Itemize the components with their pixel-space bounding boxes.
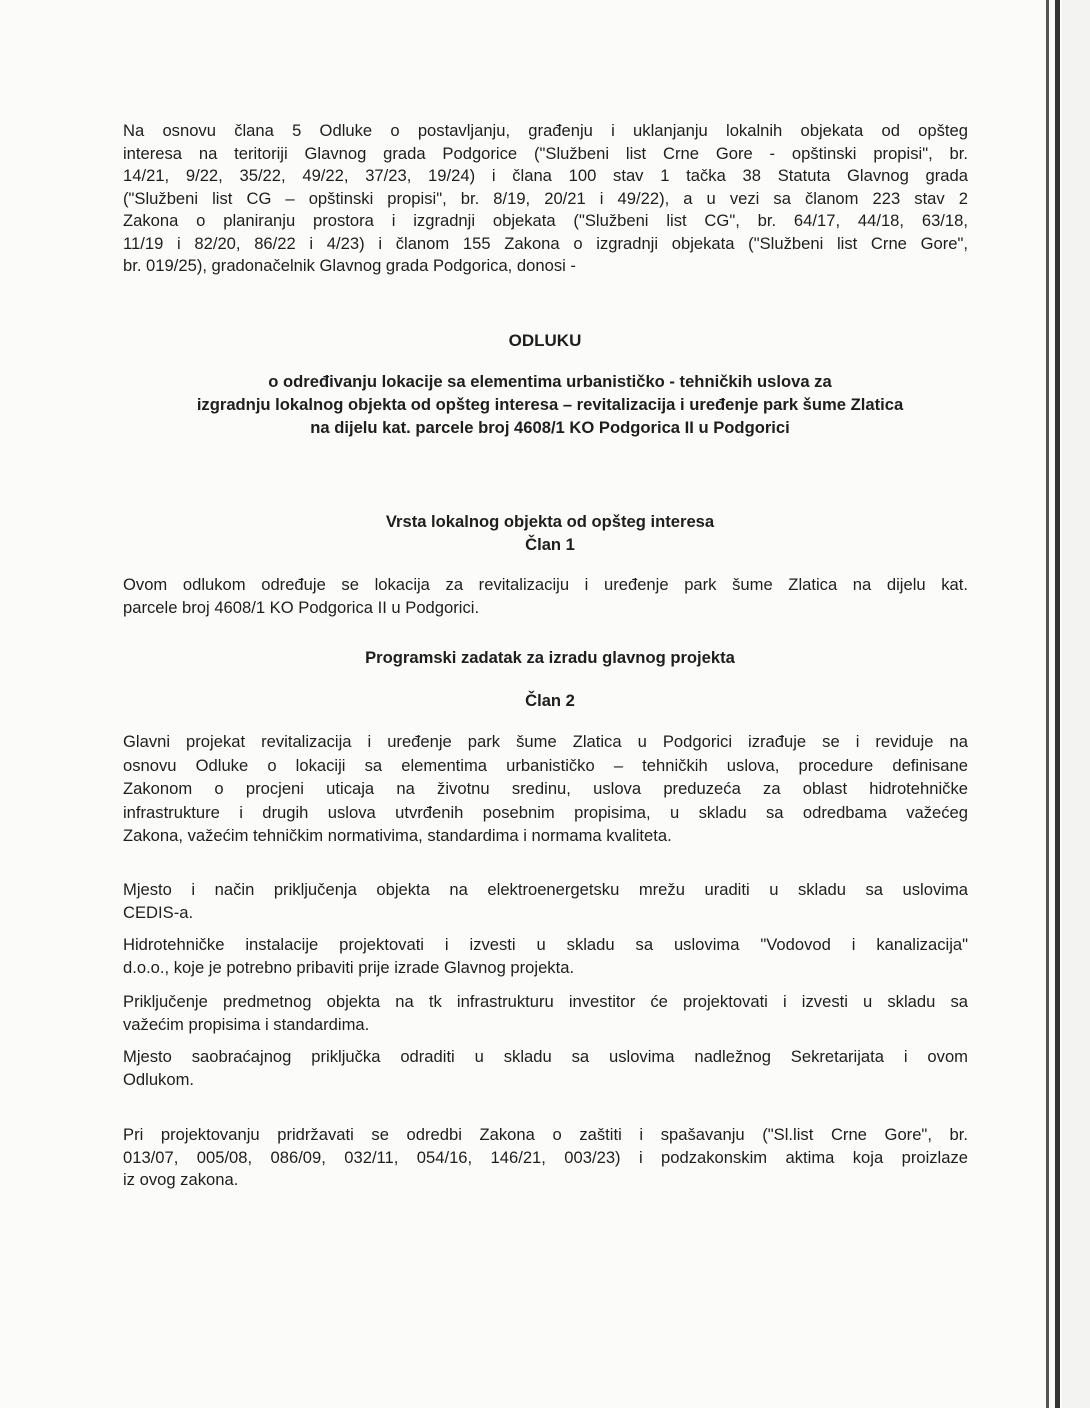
subtitle-line: izgradnju lokalnog objekta od opšteg interesa – revitalizacija i uređenje park šume Zlatica: [196, 395, 904, 414]
text-line: Mjesto saobraćajnog priključka odraditi u skladu sa uslovima nadležnog Sekretarijata i ovom: [123, 1047, 968, 1066]
text-line: Zakona o planiranju prostora i izgradnji objekata ("Službeni list CG", br. 64/17, 44/18, 63/18,: [123, 211, 968, 230]
text-line: Pri projektovanju pridržavati se odredbi Zakona o zaštiti i spašavanju ("Sl.list Crne Gore", br.: [123, 1125, 968, 1144]
text-line: iz ovog zakona.: [123, 1170, 239, 1189]
text-line: Hidrotehničke instalacije projektovati i izvesti u skladu sa uslovima "Vodovod i kanalizacija": [123, 935, 968, 954]
text-line: 14/21, 9/22, 35/22, 49/22, 37/23, 19/24) i člana 100 stav 1 tačka 38 Statuta Glavnog grada: [123, 166, 968, 185]
article-2-paragraph: [123, 879, 968, 924]
text-line: Glavni projekat revitalizacija i uređenje park šume Zlatica u Podgorici izrađuje se i reviduje na: [123, 732, 968, 751]
article-1-label: Član 1: [525, 535, 575, 554]
section-1-heading: Vrsta lokalnog objekta od opšteg interesa: [385, 512, 715, 531]
article-2-paragraph: [123, 991, 968, 1036]
article-1-paragraph: [123, 574, 968, 619]
text-line: parcele broj 4608/1 KO Podgorica II u Podgorici.: [123, 597, 480, 617]
text-line: Na osnovu člana 5 Odluke o postavljanju, građenju i uklanjanju lokalnih objekata od opšteg: [123, 121, 968, 140]
text-line: Mjesto i način priključenja objekta na elektroenergetsku mrežu uraditi u skladu sa uslovima: [123, 880, 968, 899]
text-line: Odlukom.: [123, 1069, 195, 1089]
text-line: važećim propisima i standardima.: [123, 1014, 370, 1034]
section-2-heading: Programski zadatak za izradu glavnog projekta: [365, 648, 735, 667]
article-2-paragraph: [123, 934, 968, 979]
text-line: Zakonom o procjeni uticaja na životnu sredinu, uslova preduzeća za oblast hidrotehničke: [123, 779, 968, 798]
article-2-paragraph: [123, 731, 968, 848]
text-line: 013/07, 005/08, 086/09, 032/11, 054/16, 146/21, 003/23) i podzakonskim aktima koja proizlaze: [123, 1147, 968, 1167]
document-title: ODLUKU: [508, 331, 582, 350]
text-line: d.o.o., koje je potrebno pribaviti prije izrade Glavnog projekta.: [123, 957, 575, 977]
text-line: Ovom odlukom određuje se lokacija za revitalizaciju i uređenje park šume Zlatica na dijelu kat.: [123, 575, 968, 594]
subtitle-line: o određivanju lokacije sa elementima urbanističko - tehničkih uslova za: [268, 372, 832, 391]
text-line: br. 019/25), gradonačelnik Glavnog grada Podgorica, donosi -: [123, 256, 576, 275]
text-line: infrastrukture i drugih uslova utvrđenih posebnim propisima, u skladu sa odredbama važećeg: [123, 802, 968, 822]
text-line: osnovu Odluke o lokaciji sa elementima urbanističko – tehničkih uslova, procedure definisane: [123, 755, 968, 775]
article-2-label: Član 2: [525, 691, 575, 710]
article-2-paragraph: [123, 1124, 968, 1192]
text-line: 11/19 i 82/20, 86/22 i 4/23) i članom 155 Zakona o izgradnji objekata ("Službeni list Crne Gore",: [123, 233, 968, 253]
text-line: CEDIS-a.: [123, 902, 194, 922]
subtitle-line: na dijelu kat. parcele broj 4608/1 KO Podgorica II u Podgorici: [310, 418, 790, 437]
text-line: interesa na teritoriji Glavnog grada Podgorice ("Službeni list Crne Gore - opštinski propisi", br.: [123, 143, 968, 163]
document-subtitle: [5, 370, 1090, 439]
article-2-paragraph: [123, 1046, 968, 1091]
text-line: Zakona, važećim tehničkim normativima, standardima i normama kvaliteta.: [123, 826, 672, 845]
text-line: Priključenje predmetnog objekta na tk infrastrukturu investitor će projektovati i izvesti u skladu sa: [123, 992, 968, 1011]
text-line: ("Službeni list CG – opštinski propisi", br. 8/19, 20/21 i 49/22), a u vezi sa članom 223 stav 2: [123, 188, 968, 208]
preamble-paragraph: [123, 120, 968, 278]
